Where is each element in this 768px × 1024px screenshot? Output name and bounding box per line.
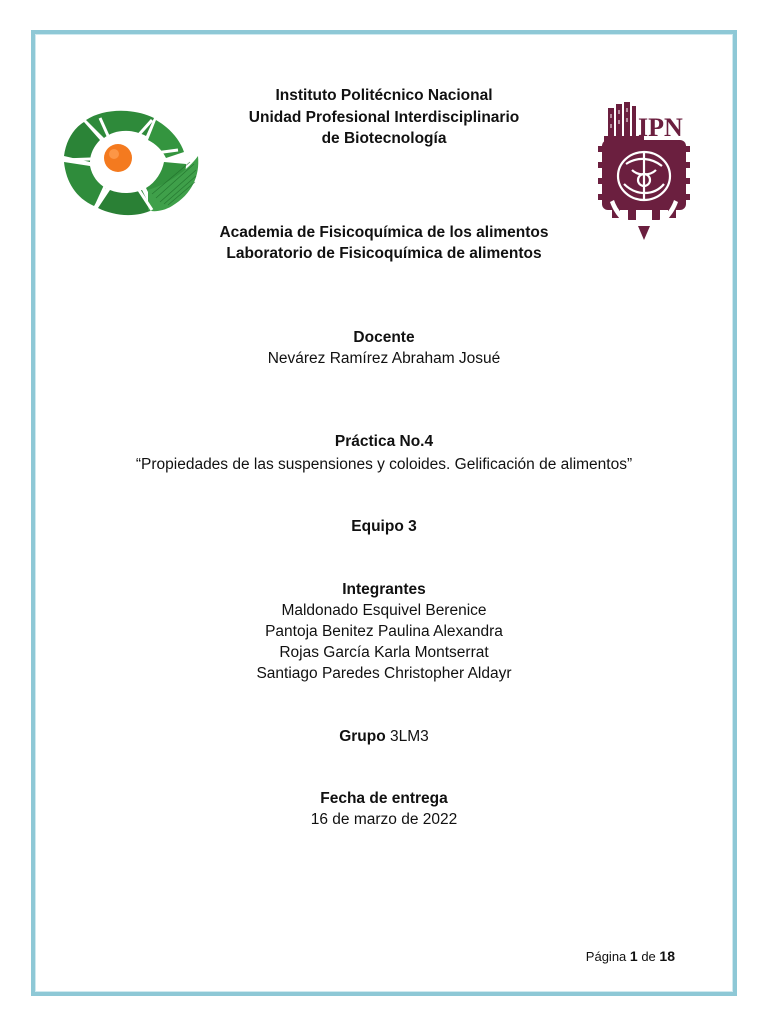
member-name: Rojas García Karla Montserrat (279, 644, 489, 661)
unit-name: Unidad Profesional Interdisciplinario (248, 109, 520, 126)
current-page: 1 (629, 948, 638, 964)
fecha-value: 16 de marzo de 2022 (310, 811, 458, 828)
unit-name-cont: de Biotecnología (321, 130, 447, 147)
member-name: Maldonado Esquivel Berenice (281, 602, 487, 619)
docente-label: Docente (353, 329, 415, 346)
grupo-value: 3LM3 (390, 728, 429, 745)
laboratory-name: Laboratorio de Fisicoquímica de alimentos (226, 245, 542, 262)
institution-name: Instituto Politécnico Nacional (275, 87, 493, 104)
ipn-letters-icon: IPN (638, 113, 683, 142)
grupo-line (0, 727, 768, 747)
practica-title: “Propiedades de las suspensiones y coloides. Gelificación de alimentos” (135, 456, 633, 473)
total-pages: 18 (659, 948, 675, 964)
practica-label: Práctica No.4 (334, 433, 434, 450)
integrantes-label: Integrantes (342, 581, 426, 598)
grupo-label: Grupo (339, 728, 386, 745)
page-number (586, 947, 675, 966)
docente-name: Nevárez Ramírez Abraham Josué (267, 350, 501, 367)
academy-name: Academia de Fisicoquímica de los alimentos (219, 224, 549, 241)
fecha-label: Fecha de entrega (320, 790, 448, 807)
member-name: Santiago Paredes Christopher Aldayr (256, 665, 512, 682)
of-word: de (641, 949, 656, 964)
member-name: Pantoja Benitez Paulina Alexandra (265, 623, 503, 640)
equipo-label: Equipo 3 (351, 518, 417, 535)
page-word: Página (585, 949, 627, 964)
